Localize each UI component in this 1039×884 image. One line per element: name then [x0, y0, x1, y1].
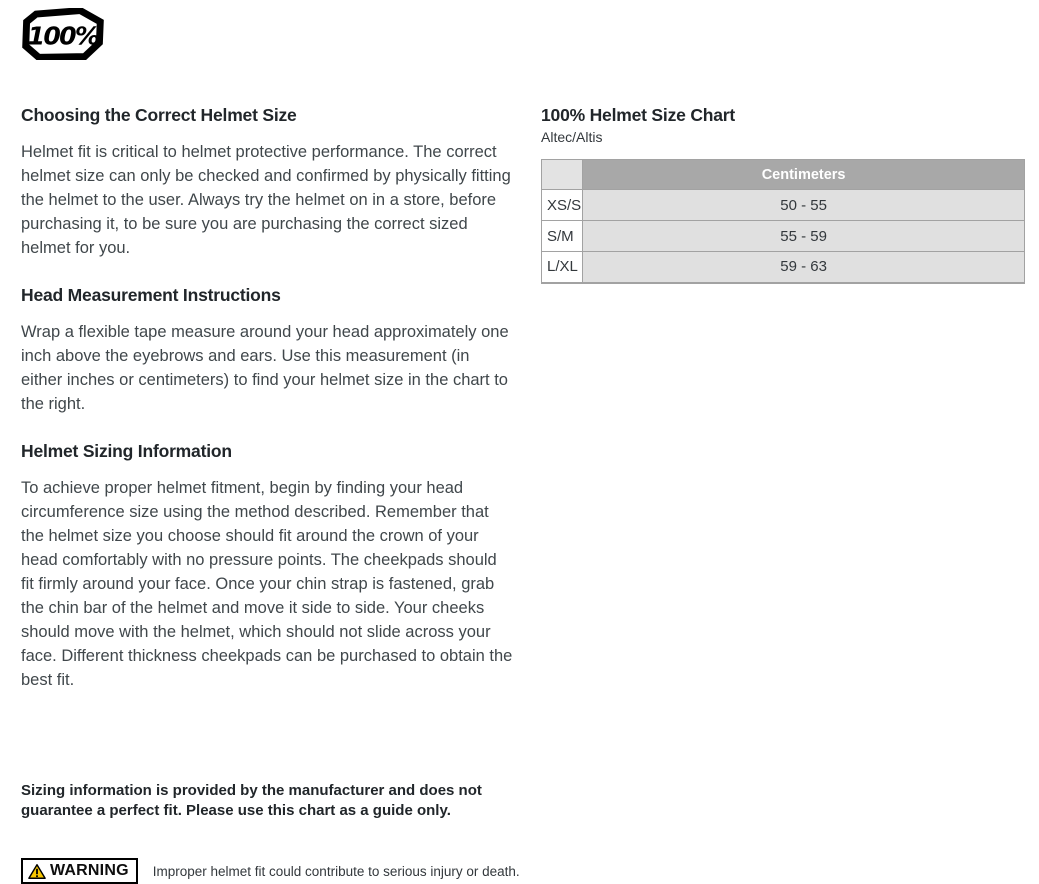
size-chart-corner-cell [542, 160, 583, 190]
section-heading: Choosing the Correct Helmet Size [21, 105, 297, 125]
size-chart-column [541, 105, 1025, 284]
brand-logo-icon [21, 8, 105, 60]
size-chart-header-row [542, 160, 1025, 190]
size-chart-subtitle: Altec/Altis [541, 129, 603, 145]
warning-text: Improper helmet fit could contribute to serious injury or death. [152, 863, 520, 879]
size-chart-title: 100% Helmet Size Chart [541, 105, 736, 125]
content-columns [21, 105, 1021, 717]
instructions-column [21, 105, 513, 717]
section-body: Wrap a flexible tape measure around your head approximately one inch above the eyebrows and ears. Use this measurement (in either inches or centimeters) to find your helmet size in the chart to the right. [21, 323, 509, 413]
size-label-cell: S/M [542, 221, 583, 252]
size-label-cell: XS/S [542, 190, 583, 221]
table-row [542, 252, 1025, 283]
warning-badge [21, 858, 138, 884]
size-range-cell: 59 - 63 [583, 252, 1025, 283]
section-heading: Head Measurement Instructions [21, 285, 281, 305]
size-range-cell: 55 - 59 [583, 221, 1025, 252]
warning-row [21, 858, 1021, 884]
section-heading: Helmet Sizing Information [21, 441, 232, 461]
section-head-measurement [21, 285, 513, 416]
section-body: To achieve proper helmet fitment, begin by finding your head circumference size using the method described. Remember that the helmet size you choose should fit around the crown of your head comfortably with no pressure points. The cheekpads should fit firmly around your face. Once your chin strap is fastened, grab the chin bar of the helmet and move it side to side. Your cheeks should move with the helmet, which should not slide across your face. Different thickness cheekpads can be purchased to obtain the best fit. [21, 479, 513, 689]
size-label-cell: L/XL [542, 252, 583, 283]
brand-logo-text: 100% [27, 21, 99, 51]
size-range-cell: 50 - 55 [583, 190, 1025, 221]
size-chart-table [541, 159, 1025, 284]
section-sizing-information [21, 441, 513, 692]
brand-logo [21, 8, 1021, 65]
section-body: Helmet fit is critical to helmet protective performance. The correct helmet size can only be checked and confirmed by physically fitting the helmet to the user. Always try the helmet on in a store, before purchasing it, to be sure you are purchasing the correct sized helmet for you. [21, 143, 511, 257]
table-row [542, 221, 1025, 252]
table-row [542, 190, 1025, 221]
section-choosing-size [21, 105, 513, 260]
warning-label: WARNING [50, 862, 129, 879]
sizing-disclaimer: Sizing information is provided by the manufacturer and does not guarantee a perfect fit. Please use this chart as a guide only. [21, 782, 482, 819]
warning-triangle-icon [28, 863, 46, 880]
size-chart-column-header: Centimeters [583, 160, 1025, 190]
